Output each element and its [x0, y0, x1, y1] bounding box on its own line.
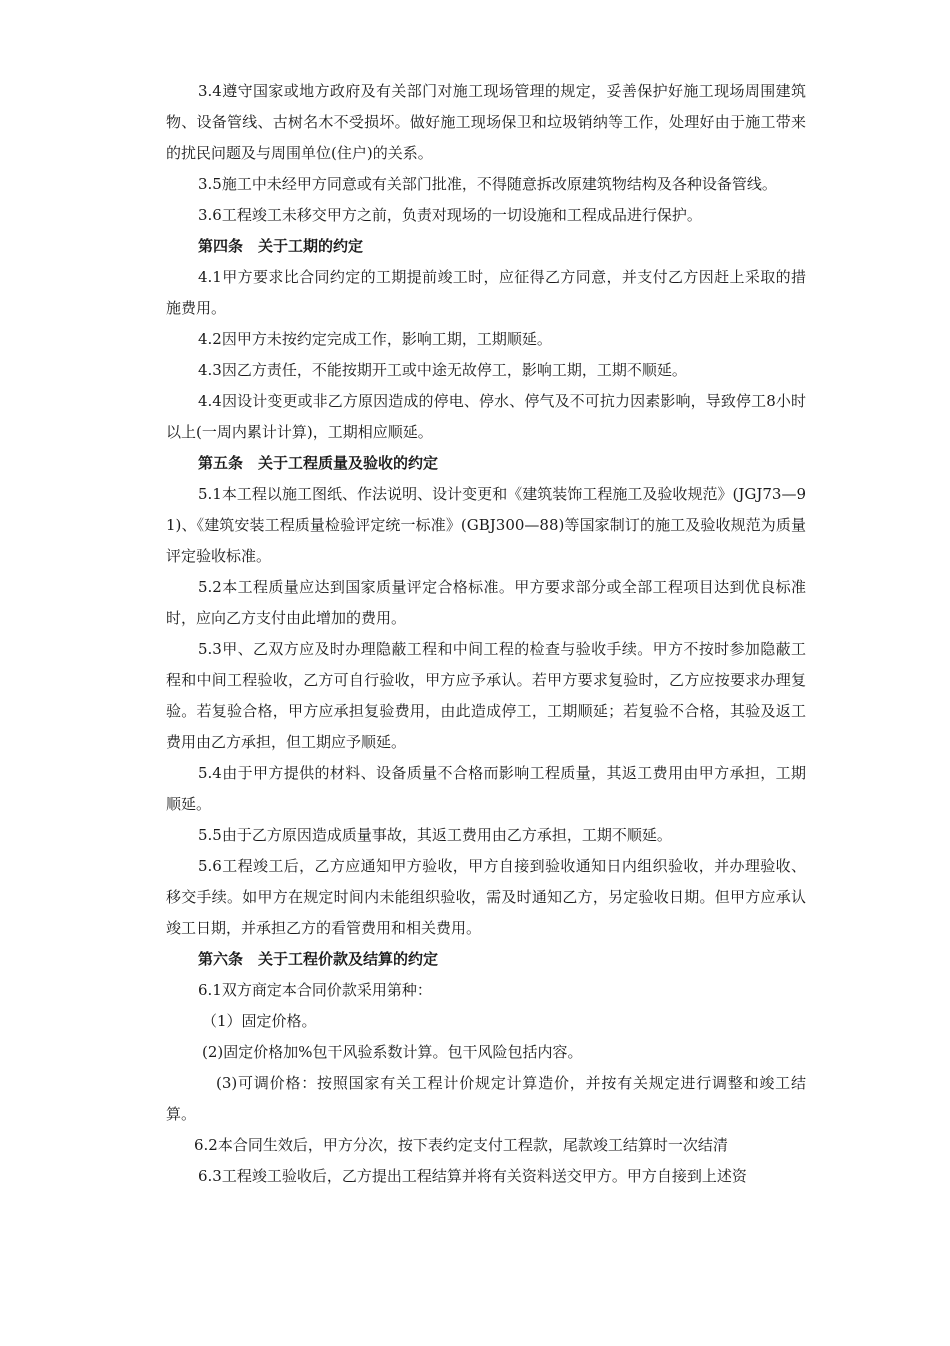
clause-3-6: 3.6工程竣工未移交甲方之前，负责对现场的一切设施和工程成品进行保护。 — [198, 206, 702, 224]
clause-5-3: 5.3甲、乙双方应及时办理隐蔽工程和中间工程的检查与验收手续。甲方不按时参加隐蔽工程和中间工程验收，乙方可自行验收，甲方应予承认。若甲方要求复验时，乙方应按要求办理复验。若复验合格，甲方应承担复验费用，由此造成停工，工期顺延；若复验不合格，其验及返工费用由乙方承担，但工期应予顺延。 — [166, 640, 806, 751]
article-4-heading: 第四条 关于工期的约定 — [198, 237, 364, 255]
clause-5-6: 5.6工程竣工后，乙方应通知甲方验收，甲方自接到验收通知日内组织验收，并办理验收、移交手续。如甲方在规定时间内未能组织验收，需及时通知乙方，另定验收日期。但甲方应承认竣工日期，并承担乙方的看管费用和相关费用。 — [166, 857, 806, 937]
clause-6-2: 6.2本合同生效后，甲方分次，按下表约定支付工程款，尾款竣工结算时一次结清 — [194, 1136, 728, 1154]
clause-5-4: 5.4由于甲方提供的材料、设备质量不合格而影响工程质量，其返工费用由甲方承担，工期顺延。 — [166, 764, 806, 813]
clause-6-3: 6.3工程竣工验收后，乙方提出工程结算并将有关资料送交甲方。甲方自接到上述资 — [198, 1167, 747, 1185]
price-option-1: （1）固定价格。 — [202, 1012, 317, 1030]
price-option-2: (2)固定价格加%包干风验系数计算。包干风险包括内容。 — [202, 1043, 583, 1061]
price-option-3: (3)可调价格：按照国家有关工程计价规定计算造价，并按有关规定进行调整和竣工结算。 — [166, 1074, 806, 1123]
clause-5-2: 5.2本工程质量应达到国家质量评定合格标准。甲方要求部分或全部工程项目达到优良标准时，应向乙方支付由此增加的费用。 — [166, 578, 806, 627]
article-6-heading: 第六条 关于工程价款及结算的约定 — [198, 950, 439, 968]
clause-4-4: 4.4因设计变更或非乙方原因造成的停电、停水、停气及不可抗力因素影响，导致停工8小时以上(一周内累计计算)，工期相应顺延。 — [166, 392, 806, 441]
clause-5-1: 5.1本工程以施工图纸、作法说明、设计变更和《建筑装饰工程施工及验收规范》(JGJ73—91)、《建筑安装工程质量检验评定统一标准》(GBJ300—88)等国家制订的施工及验收规范为质量评定验收标准。 — [166, 485, 806, 565]
clause-4-2: 4.2因甲方未按约定完成工作，影响工期，工期顺延。 — [198, 330, 552, 348]
document-page — [166, 76, 806, 1192]
clause-3-5: 3.5施工中未经甲方同意或有关部门批准，不得随意拆改原建筑物结构及各种设备管线。 — [198, 175, 777, 193]
clause-4-1: 4.1甲方要求比合同约定的工期提前竣工时，应征得乙方同意，并支付乙方因赶上采取的措施费用。 — [166, 268, 806, 317]
clause-4-3: 4.3因乙方责任，不能按期开工或中途无故停工，影响工期，工期不顺延。 — [198, 361, 687, 379]
article-5-heading: 第五条 关于工程质量及验收的约定 — [198, 454, 439, 472]
clause-3-4: 3.4遵守国家或地方政府及有关部门对施工现场管理的规定，妥善保护好施工现场周围建筑物、设备管线、古树名木不受损坏。做好施工现场保卫和垃圾销纳等工作，处理好由于施工带来的扰民问题及与周围单位(住户)的关系。 — [166, 82, 806, 162]
clause-5-5: 5.5由于乙方原因造成质量事故，其返工费用由乙方承担，工期不顺延。 — [198, 826, 672, 844]
clause-6-1: 6.1双方商定本合同价款采用第种： — [198, 981, 432, 999]
